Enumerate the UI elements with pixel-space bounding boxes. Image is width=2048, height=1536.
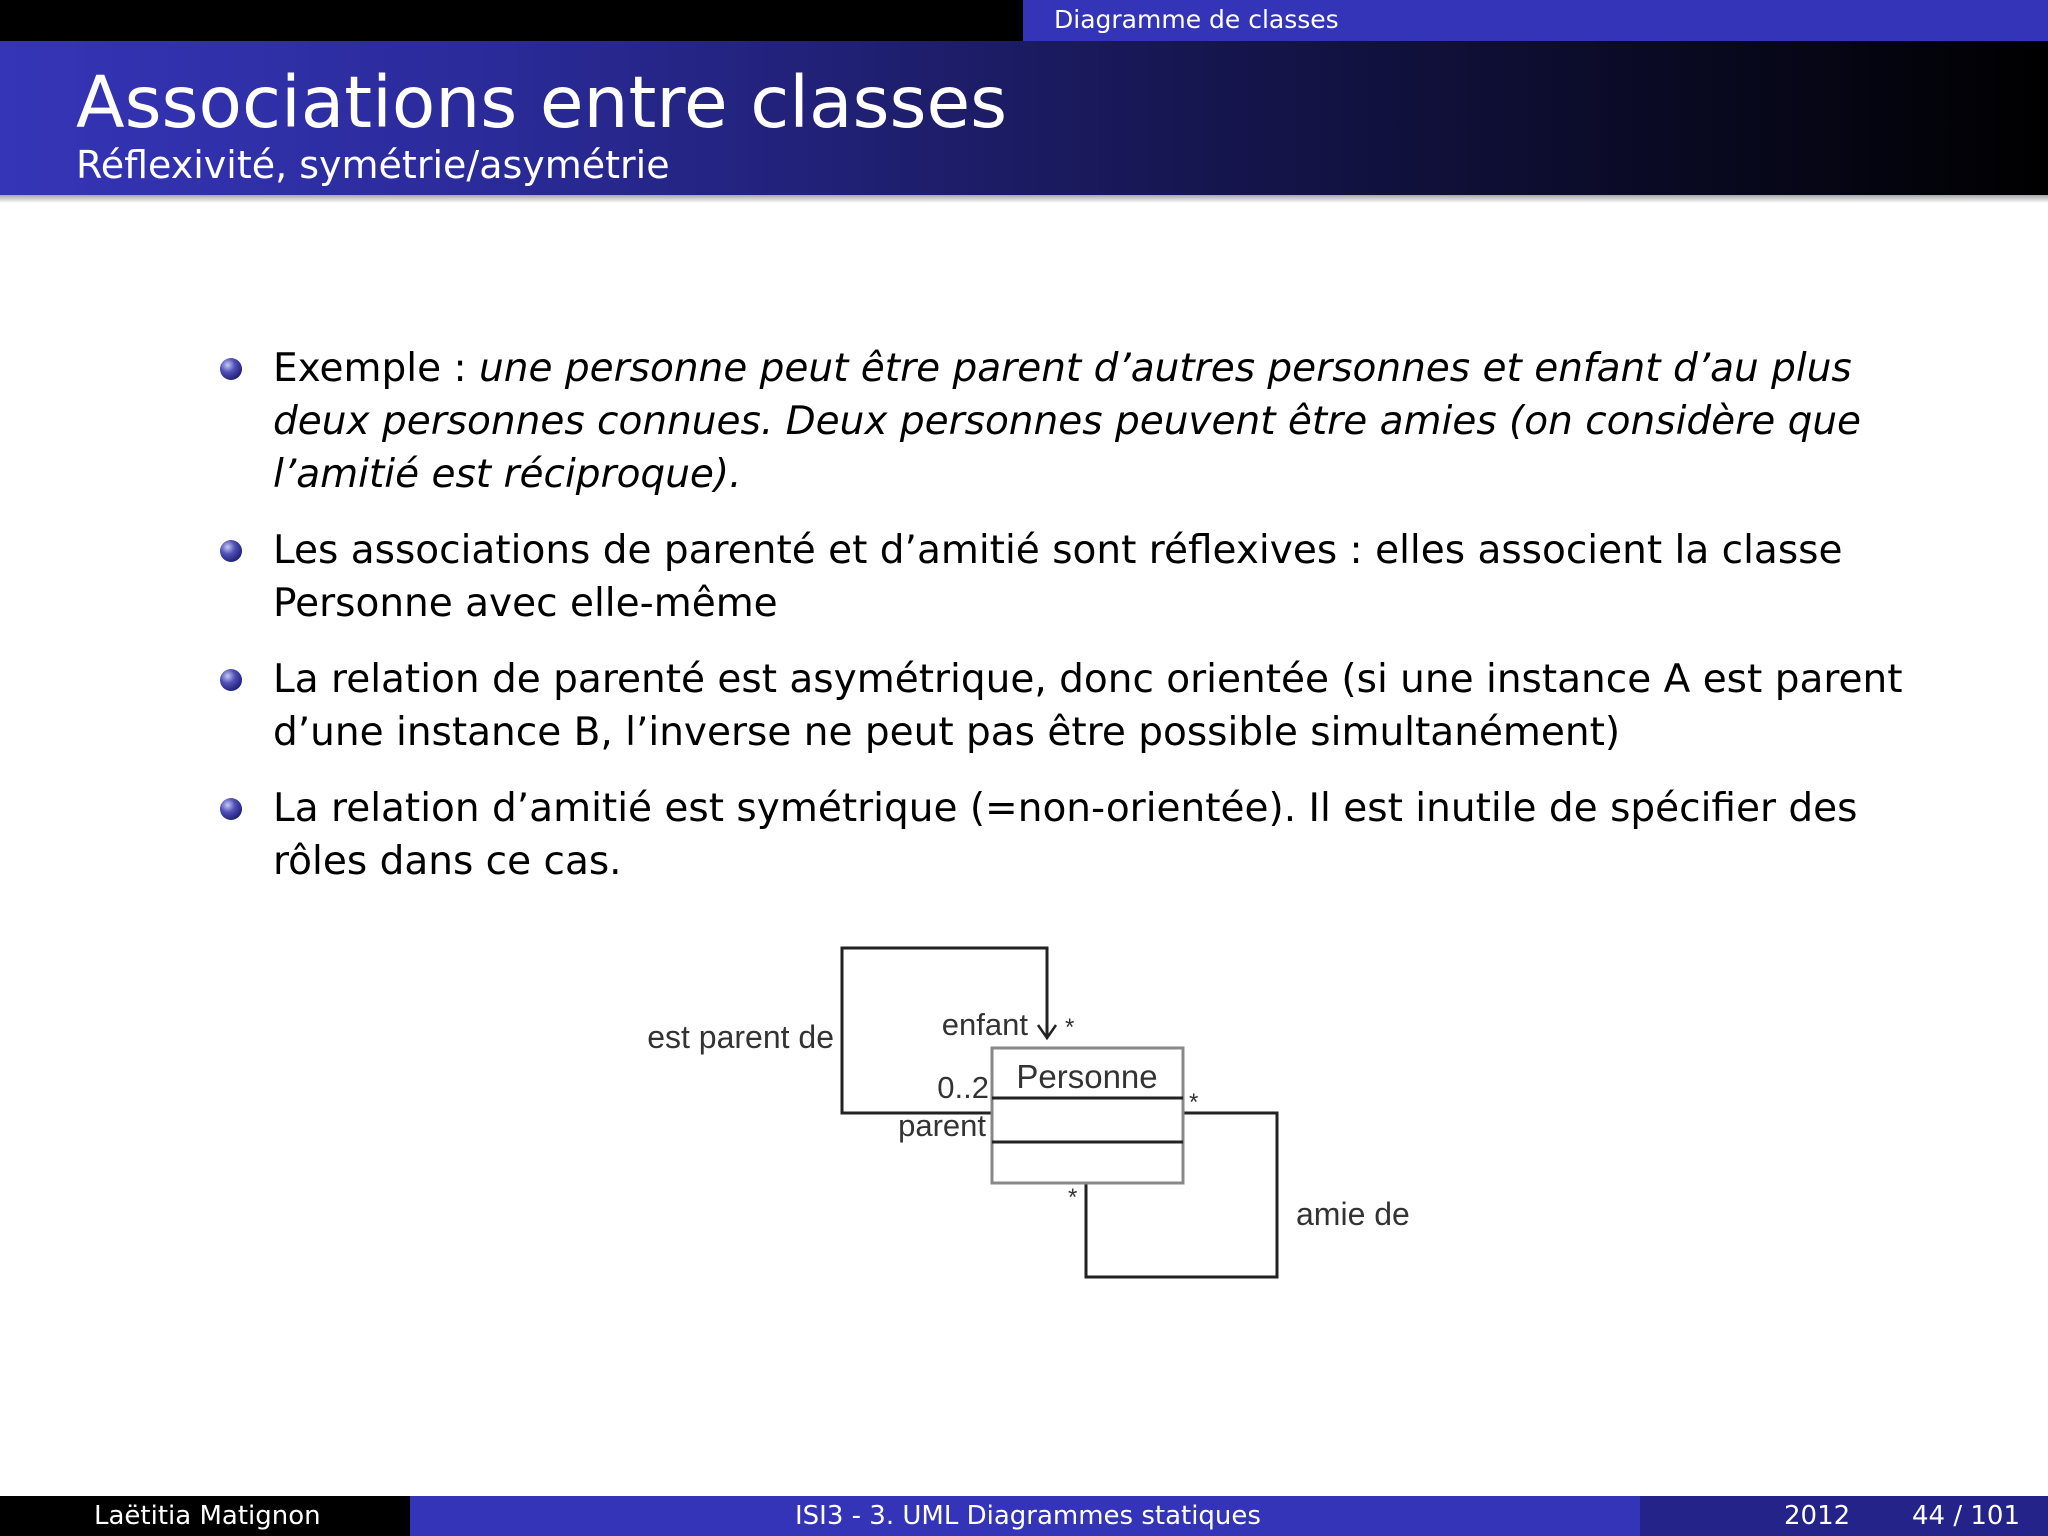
footer-author: Laëtitia Matignon [94,1501,321,1531]
bullet-item [216,342,1916,501]
uml-class-diagram [620,935,1440,1295]
bullet-prefix: Exemple : [273,346,480,391]
class-name: Personne [1016,1058,1158,1095]
multiplicity-child: * [1065,1014,1075,1041]
multiplicity-parent: 0..2 [937,1070,989,1105]
slide-subtitle: Réflexivité, symétrie/asymétrie [76,143,670,187]
bullet-ball-icon [220,358,242,380]
footer-course-panel [410,1496,1640,1536]
slide-title: Associations entre classes [76,61,1008,144]
bullet-text: La relation de parenté est asymétrique, donc orientée (si une instance A est parent d’une instance B, l’inverse ne peut pas être possible simultanément) [273,657,1903,755]
slide-footer [0,1496,2048,1536]
bullet-list [216,342,1916,911]
footer-course: ISI3 - 3. UML Diagrammes statiques [795,1501,1261,1531]
assoc-parent-label: est parent de [647,1019,834,1055]
bullet-ball-icon [220,669,242,691]
bullet-text: La relation d’amitié est symétrique (=non-orientée). Il est inutile de spécifier des rôles dans ce cas. [273,786,1858,884]
footer-page-panel [1640,1496,2048,1536]
nav-section-panel [0,0,1023,41]
footer-author-panel [0,1496,410,1536]
bullet-item [216,524,1916,630]
uml-diagram-canvas [620,935,1440,1295]
footer-page-number: 44 / 101 [1912,1501,2020,1531]
role-parent-label: parent [898,1108,986,1143]
header-shadow [0,195,2048,203]
bullet-item [216,653,1916,759]
footer-year: 2012 [1784,1501,1851,1531]
multiplicity-friend-right: * [1189,1089,1199,1116]
bullet-text: Les associations de parenté et d’amitié sont réflexives : elles associent la classe Personne avec elle-même [273,528,1843,626]
top-navigation-bar [0,0,2048,41]
slide-header [0,41,2048,195]
role-child-label: enfant [941,1007,1028,1042]
bullet-ball-icon [220,540,242,562]
bullet-example-text: une personne peut être parent d’autres personnes et enfant d’au plus deux personnes connues. Deux personnes peuvent être amies (on considère que l’amitié est réciproque). [273,346,1862,497]
bullet-item [216,782,1916,888]
nav-subsection-link[interactable]: Diagramme de classes [1054,5,1339,34]
assoc-friend-label: amie de [1296,1196,1410,1232]
multiplicity-friend-bottom: * [1068,1184,1078,1211]
bullet-ball-icon [220,798,242,820]
